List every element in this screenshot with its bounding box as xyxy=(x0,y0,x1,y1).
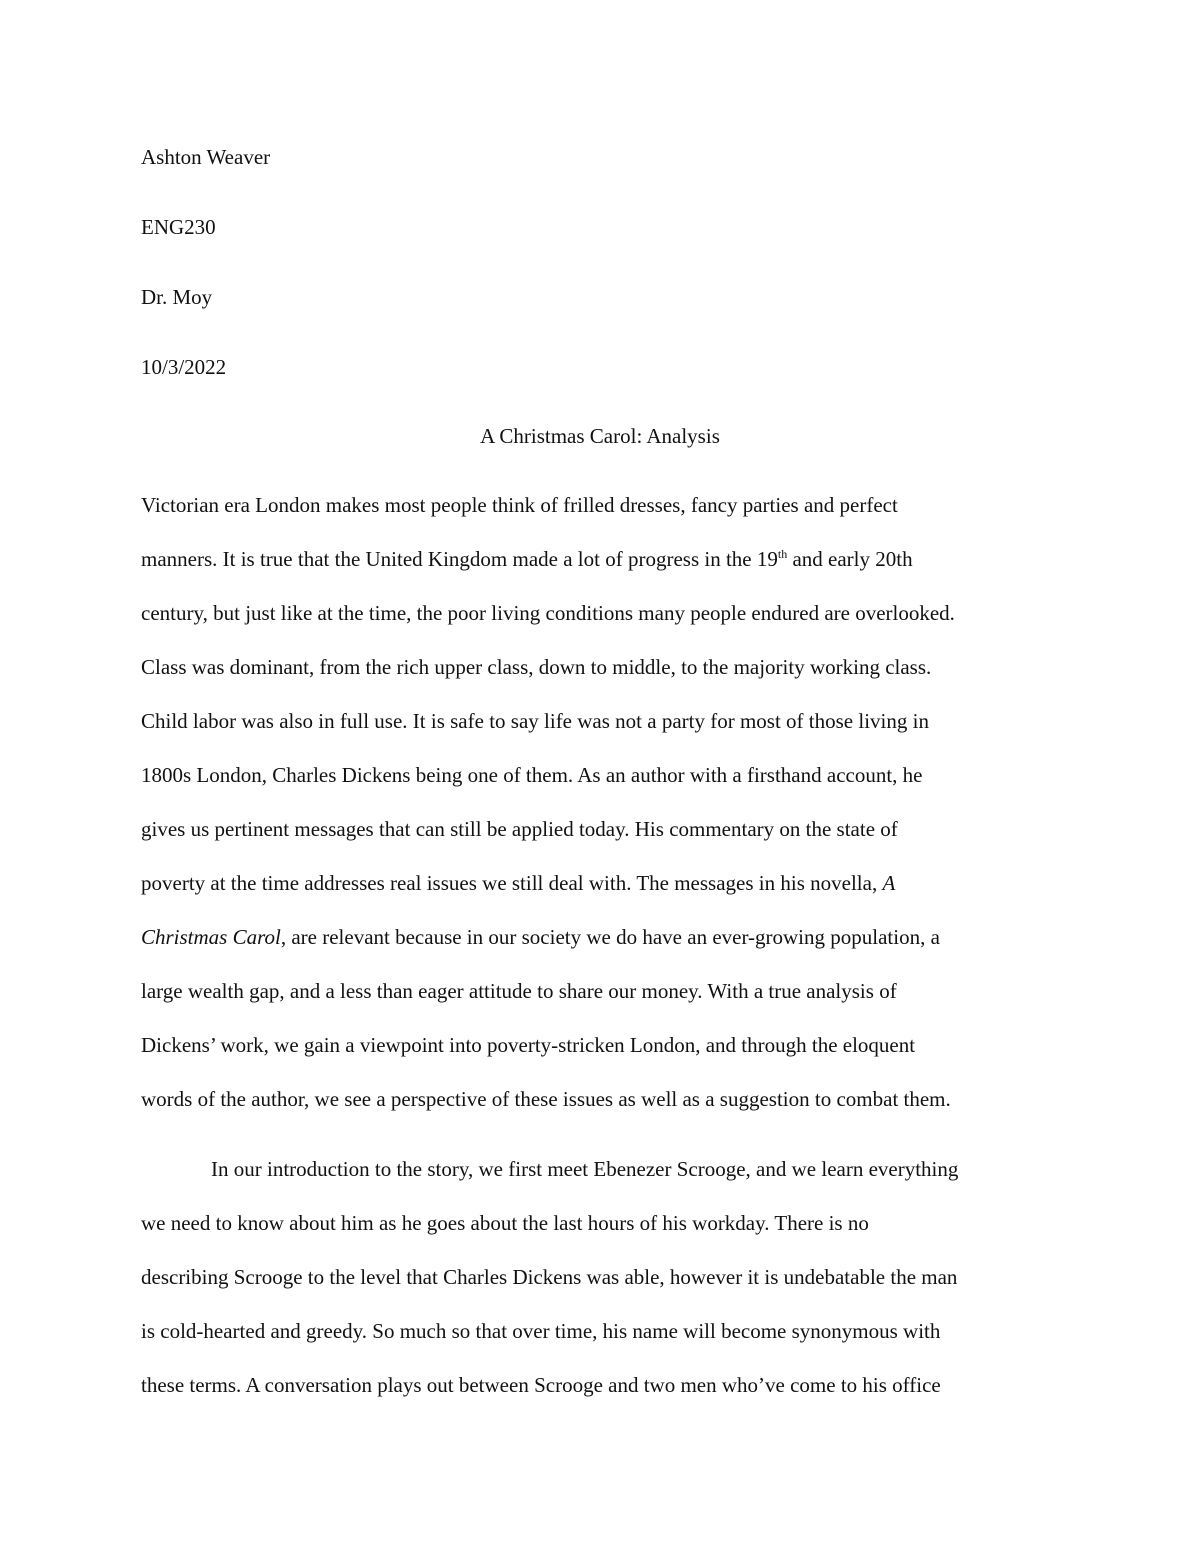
paragraph-line: Victorian era London makes most people think of frilled dresses, fancy parties and perfect xyxy=(141,493,898,517)
instructor-name: Dr. Moy xyxy=(141,285,213,309)
author-name: Ashton Weaver xyxy=(141,145,271,169)
text-run: , are relevant because in our society we do have an ever-growing population, a xyxy=(280,925,940,949)
text-run: and early 20th xyxy=(787,547,913,571)
document-title: A Christmas Carol: Analysis xyxy=(480,424,720,448)
paragraph-line: describing Scrooge to the level that Charles Dickens was able, however it is undebatable the man xyxy=(141,1265,958,1289)
paragraph-line: Child labor was also in full use. It is safe to say life was not a party for most of those living in xyxy=(141,709,929,733)
course-code: ENG230 xyxy=(141,215,216,239)
document-date: 10/3/2022 xyxy=(141,355,227,379)
book-title-italic: Christmas Carol xyxy=(141,925,281,949)
paragraph-line: large wealth gap, and a less than eager attitude to share our money. With a true analysis of xyxy=(141,979,897,1003)
text-run: manners. It is true that the United Kingdom made a lot of progress in the 19 xyxy=(141,547,778,571)
paragraph-line: words of the author, we see a perspective of these issues as well as a suggestion to combat them. xyxy=(141,1087,951,1111)
text-run: poverty at the time addresses real issues we still deal with. The messages in his novella, xyxy=(141,871,883,895)
paragraph-spacing xyxy=(141,1137,1059,1153)
paragraph-line: In our introduction to the story, we first meet Ebenezer Scrooge, and we learn everything xyxy=(211,1157,959,1181)
superscript-ordinal: th xyxy=(777,547,788,561)
paragraph-line: gives us pertinent messages that can still be applied today. His commentary on the state of xyxy=(141,817,898,841)
paragraph-line: these terms. A conversation plays out between Scrooge and two men who’ve come to his office xyxy=(141,1373,941,1397)
paragraph-line: Dickens’ work, we gain a viewpoint into poverty-stricken London, and through the eloquent xyxy=(141,1033,916,1057)
paragraph-line: 1800s London, Charles Dickens being one of them. As an author with a firsthand account, he xyxy=(141,763,923,787)
paragraph-1 xyxy=(141,489,1059,1137)
paragraph-line xyxy=(141,921,1059,975)
paragraph-2 xyxy=(141,1153,1059,1423)
document-body xyxy=(141,489,1059,1423)
document-header xyxy=(141,141,1061,421)
book-title-italic: A xyxy=(882,871,896,895)
paragraph-line: century, but just like at the time, the poor living conditions many people endured are overlooked. xyxy=(141,601,955,625)
paragraph-line xyxy=(141,867,1059,921)
paragraph-line: Class was dominant, from the rich upper class, down to middle, to the majority working class. xyxy=(141,655,932,679)
paragraph-line xyxy=(141,543,1059,597)
paragraph-line: we need to know about him as he goes about the last hours of his workday. There is no xyxy=(141,1211,869,1235)
paragraph-line: is cold-hearted and greedy. So much so that over time, his name will become synonymous with xyxy=(141,1319,941,1343)
